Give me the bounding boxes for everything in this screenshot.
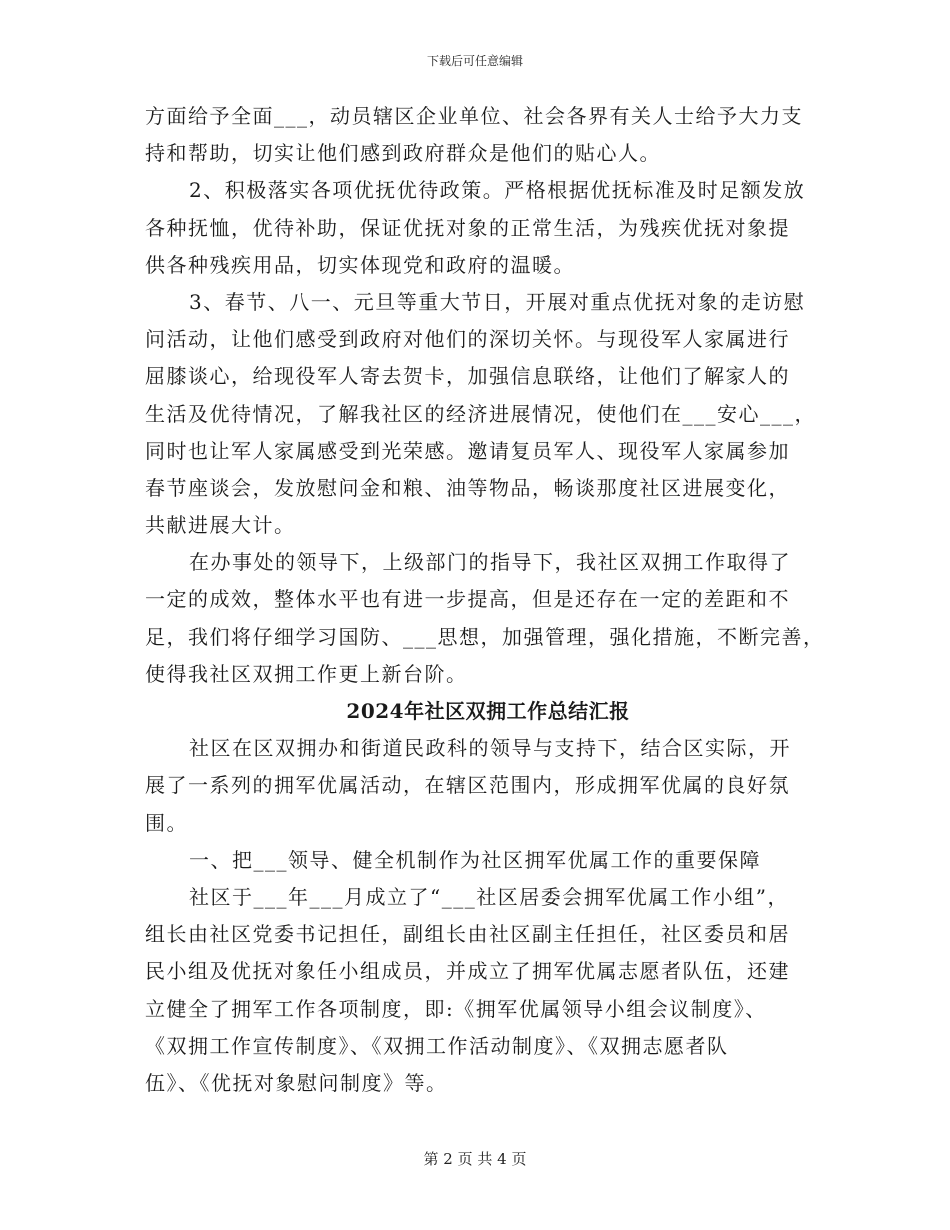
subsection-heading: 一、把___领导、健全机制作为社区拥军优属工作的重要保障 [189,847,761,872]
text-line: 各种抚恤，优待补助，保证优抚对象的正常生活，为残疾优抚对象提 [145,215,790,240]
section-title: 2024年社区双拥工作总结汇报 [346,699,630,723]
text-line: 社区在区双拥办和街道民政科的领导与支持下，结合区实际，开 [189,736,791,761]
text-line: 展了一系列的拥军优属活动，在辖区范围内，形成拥军优属的良好氛 [145,773,790,798]
text-line: 围。 [145,810,188,835]
text-line: 问活动，让他们感受到政府对他们的深切关怀。与现役军人家属进行 [145,327,790,352]
text-line: 《双拥工作宣传制度》、《双拥工作活动制度》、《双拥志愿者队 [145,1033,729,1058]
text-line: 方面给予全面___，动员辖区企业单位、社会各界有关人士给予大力支 [145,104,803,128]
text-line: 民小组及优抚对象任小组成员，并成立了拥军优属志愿者队伍，还建 [145,959,790,984]
text-line: 供各种残疾用品，切实体现党和政府的温暖。 [145,252,575,277]
page-number: 第 2 页 共 4 页 [423,1150,527,1168]
document-body [145,98,825,1102]
text-line: 社区于___年___月成立了“___社区居委会拥军优属工作小组”， [189,884,789,909]
text-line: 屈膝谈心，给现役军人寄去贺卡，加强信息联络，让他们了解家人的 [145,364,790,389]
text-line: 立健全了拥军工作各项制度，即:《拥军优属领导小组会议制度》、 [145,996,767,1021]
text-line: 组长由社区党委书记担任，副组长由社区副主任担任，社区委员和居 [145,922,790,947]
text-line: 3、春节、八一、元旦等重大节日，开展对重点优抚对象的走访慰 [189,289,806,314]
text-line: 同时也让军人家属感受到光荣感。邀请复员军人、现役军人家属参加 [145,438,790,463]
text-line: 持和帮助，切实让他们感到政府群众是他们的贴心人。 [145,141,661,166]
text-line: 春节座谈会，发放慰问金和粮、油等物品，畅谈那度社区进展变化， [145,475,790,500]
text-line: 一定的成效，整体水平也有进一步提高，但是还存在一定的差距和不 [145,587,790,612]
text-line: 共献进展大计。 [145,513,296,538]
text-line: 在办事处的领导下，上级部门的指导下，我社区双拥工作取得了 [189,550,791,575]
text-line: 2、积极落实各项优抚优待政策。严格根据优抚标准及时足额发放 [189,178,806,203]
text-line: 生活及优待情况，了解我社区的经济进展情况，使他们在___安心___， [145,401,816,426]
text-line: 足，我们将仔细学习国防、___思想，加强管理，强化措施，不断完善， [145,624,825,649]
text-line: 伍》、《优抚对象慰问制度》等。 [145,1070,448,1095]
page-header: 下载后可任意编辑 [426,54,523,68]
text-line: 使得我社区双拥工作更上新台阶。 [145,661,468,686]
